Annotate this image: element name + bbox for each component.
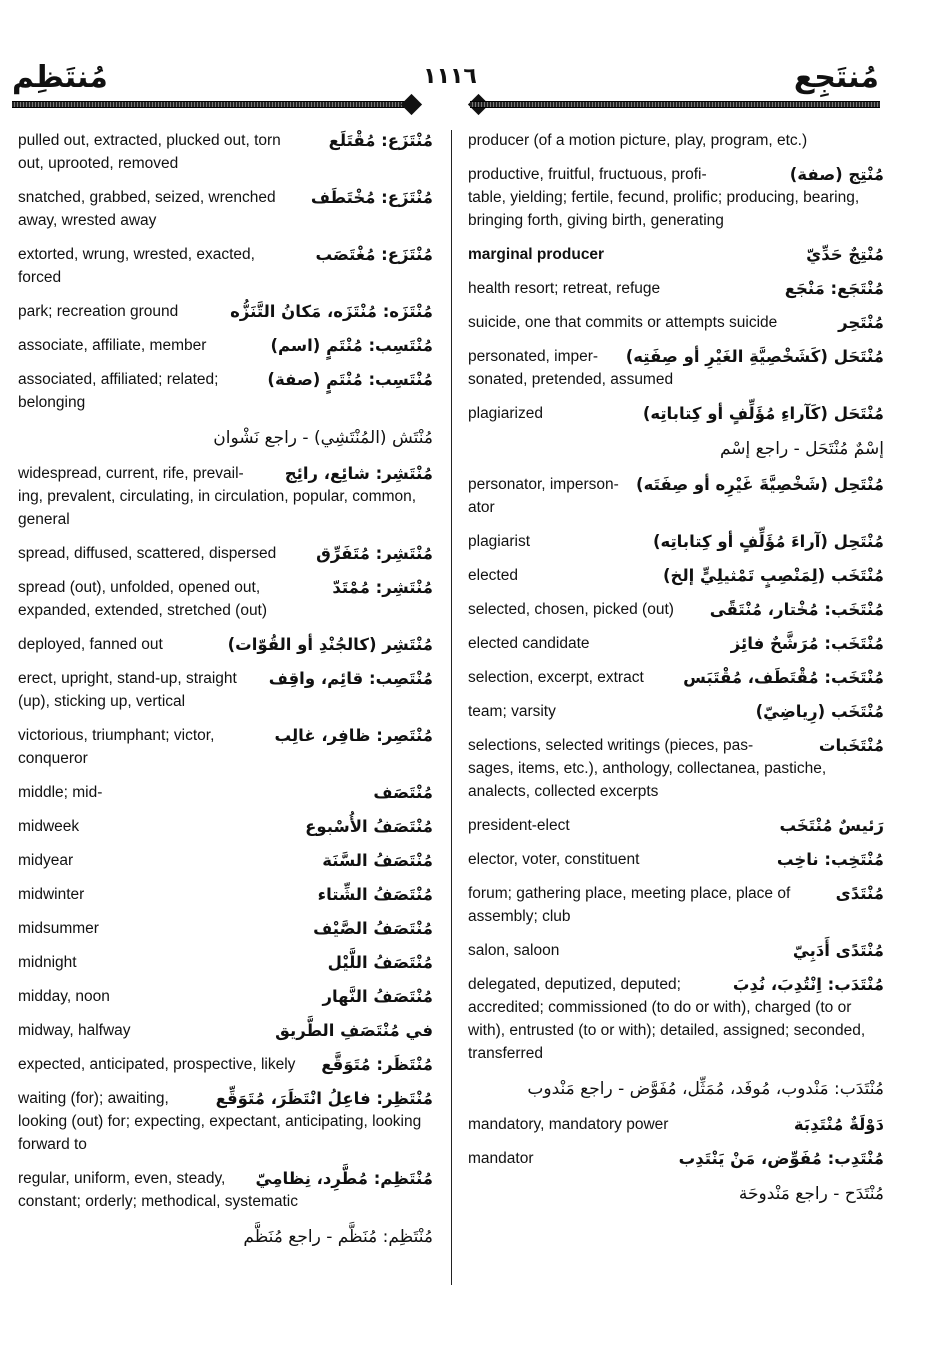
dictionary-entry — [18, 334, 433, 357]
english-definition: expected, anticipated, prospective, likely — [18, 1056, 296, 1073]
english-definition-continued: forced — [18, 269, 62, 286]
dictionary-entry — [468, 277, 884, 300]
arabic-headword: مُنْتَدًى أَدَبِيّ — [792, 941, 884, 960]
english-definition-continued: belonging — [18, 394, 86, 411]
dictionary-entry — [468, 530, 884, 553]
english-definition-continued: (up), sticking up, vertical — [18, 693, 186, 710]
english-definition-continued: accredited; commissioned (to do or with), charged (to or with), entrusted (to or with); detailed, assigned; seconded, transferred — [468, 999, 866, 1062]
english-definition-continued: ing, prevalent, circulating, in circulation, popular, common, general — [18, 488, 417, 528]
dictionary-entry — [468, 1076, 884, 1102]
arabic-headword: مُنْتَصَفُ السَّنَة — [322, 851, 433, 870]
english-definition: health resort; retreat, refuge — [468, 280, 661, 297]
dictionary-entry — [468, 243, 884, 266]
dictionary-entry — [18, 425, 433, 451]
arabic-headword: مُنْتَصَفُ الصَّيْف — [313, 919, 433, 938]
arabic-headword: مُنْتَدَب: مَنْدوب، مُوفَد، مُمَثِّل، مُفَوَّض - راجع مَنْدوب — [527, 1079, 884, 1099]
entry-first-line — [18, 1167, 433, 1190]
english-definition: spread, diffused, scattered, dispersed — [18, 545, 277, 562]
english-definition: president-elect — [468, 817, 570, 834]
english-definition-continued: looking (out) for; expecting, expectant, anticipating, looking forward to — [18, 1113, 422, 1153]
english-definition: plagiarist — [468, 533, 531, 550]
arabic-headword: مُنْتَصَفُ الشِّتاء — [317, 885, 433, 904]
dictionary-entry — [468, 814, 884, 837]
entry-first-line — [468, 973, 884, 996]
english-definition: forum; gathering place, meeting place, place of — [468, 885, 791, 902]
dictionary-entry — [18, 462, 433, 531]
english-definition-continued: away, wrested away — [18, 212, 157, 229]
entry-first-line — [18, 985, 433, 1008]
arabic-headword: مُنْتَجَع: مَنْجَع — [784, 279, 884, 298]
dictionary-entry — [468, 598, 884, 621]
english-definition-continued: ator — [468, 499, 495, 516]
dictionary-entry — [468, 129, 884, 152]
english-definition-continued: out, uprooted, removed — [18, 155, 179, 172]
entry-first-line — [468, 564, 884, 587]
english-definition: park; recreation ground — [18, 303, 179, 320]
dictionary-entry — [468, 402, 884, 425]
entry-first-line — [468, 277, 884, 300]
dictionary-entry — [18, 781, 433, 804]
entry-first-line — [18, 951, 433, 974]
arabic-headword: مُنْتِجٌ حَدِّيّ — [806, 245, 884, 264]
dictionary-entry — [18, 186, 433, 232]
entry-first-line — [468, 939, 884, 962]
english-definition: extorted, wrung, wrested, exacted, — [18, 246, 255, 263]
english-definition: waiting (for); awaiting, — [18, 1090, 169, 1107]
entry-first-line — [468, 700, 884, 723]
arabic-headword: في مُنْتَصَفِ الطَّريق — [275, 1021, 433, 1040]
english-definition: victorious, triumphant; victor, — [18, 727, 215, 744]
entry-first-line — [468, 473, 884, 496]
english-definition: midday, noon — [18, 988, 110, 1005]
entry-first-line — [18, 1053, 433, 1076]
column-divider — [451, 130, 452, 1285]
arabic-headword: مُنْتَسِب: مُنْتَمٍ (صفة) — [267, 370, 433, 389]
arabic-headword: مُنْتَصَفُ الأُسْبوع — [305, 817, 433, 836]
arabic-headword: مُنْتَسِب: مُنْتَمٍ (اسم) — [270, 336, 433, 355]
entry-first-line — [18, 633, 433, 656]
arabic-headword: مُنْتَخَبات — [818, 736, 884, 755]
dictionary-entry — [468, 882, 884, 928]
dictionary-entry — [468, 473, 884, 519]
arabic-headword: مُنْتَصِر: ظافِر، غالِب — [274, 726, 433, 745]
entry-first-line — [468, 632, 884, 655]
dictionary-entry — [468, 345, 884, 391]
entry-first-line — [468, 243, 884, 266]
dictionary-entry — [18, 243, 433, 289]
entry-first-line — [18, 883, 433, 906]
arabic-headword: مُنْتَخَب: مُقْتَطَف، مُقْتَبَس — [683, 668, 884, 687]
english-definition: elected candidate — [468, 635, 590, 652]
dictionary-entry — [18, 1224, 433, 1250]
arabic-headword: مُنْتَخَب: مُرَشَّحٌ فائِز — [730, 634, 884, 653]
dictionary-entry — [18, 815, 433, 838]
entry-first-line — [18, 724, 433, 747]
arabic-headword: مُنْتَخَب (رِياضِيّ) — [755, 702, 884, 721]
dictionary-entry — [18, 1167, 433, 1213]
entry-first-line — [18, 243, 433, 266]
english-definition: personator, imperson- — [468, 476, 619, 493]
dictionary-entry — [18, 849, 433, 872]
entry-first-line — [468, 848, 884, 871]
arabic-headword: مُنْتَصَفُ النَّهار — [322, 987, 433, 1006]
arabic-headword: مُنْتَصَفُ اللَّيْل — [327, 953, 433, 972]
dictionary-entry — [18, 985, 433, 1008]
english-definition: midweek — [18, 818, 80, 835]
arabic-headword: مُنْتَشِر: مُمْتَدّ — [332, 578, 433, 597]
entry-first-line — [468, 1113, 884, 1136]
english-definition-continued: sages, items, etc.), anthology, collectanea, pastiche, analects, collected excerpts — [468, 760, 827, 800]
english-definition: team; varsity — [468, 703, 556, 720]
arabic-headword: مُنْتَخَب: مُخْتار، مُنْتَقًى — [709, 600, 884, 619]
dictionary-entry — [18, 951, 433, 974]
english-definition: selected, chosen, picked (out) — [468, 601, 674, 618]
english-definition: middle; mid- — [18, 784, 103, 801]
arabic-headword: مُنْتَحِر — [838, 313, 884, 332]
entry-first-line — [468, 734, 884, 757]
dictionary-entry — [18, 724, 433, 770]
dictionary-entry — [468, 436, 884, 462]
header-diamond-left — [401, 94, 422, 115]
entry-first-line — [18, 1019, 433, 1042]
entry-first-line — [18, 300, 433, 323]
english-definition: selection, excerpt, extract — [468, 669, 644, 686]
english-definition: midnight — [18, 954, 77, 971]
dictionary-entry — [18, 300, 433, 323]
left-guide-word: مُنتَظِم — [12, 60, 108, 95]
arabic-headword: مُنْتَزَع: مُغْتَصَب — [315, 245, 433, 264]
entry-first-line — [18, 542, 433, 565]
dictionary-entry — [18, 129, 433, 175]
english-definition: mandator — [468, 1150, 534, 1167]
header-rule-left — [12, 101, 412, 108]
arabic-headword: دَوْلَةٌ مُنْتَدِبَة — [793, 1115, 884, 1134]
dictionary-entry — [468, 734, 884, 803]
dictionary-entry — [468, 1181, 884, 1207]
arabic-headword: مُنْتِج (صفة) — [789, 165, 884, 184]
entry-first-line — [18, 815, 433, 838]
arabic-headword: مُنْتَشِر: مُتَفَرِّق — [316, 544, 433, 563]
english-definition: midyear — [18, 852, 74, 869]
arabic-headword: مُنْتَحِل (آراءَ مُؤَلِّفٍ أو كِتاباتِه) — [652, 532, 884, 551]
english-definition: productive, fruitful, fructuous, profi- — [468, 166, 707, 183]
arabic-headword: مُنْتَشِر: شائِع، رائِج — [284, 464, 433, 483]
english-definition: selections, selected writings (pieces, pas- — [468, 737, 754, 754]
dictionary-entry — [468, 311, 884, 334]
english-definition: snatched, grabbed, seized, wrenched — [18, 189, 276, 206]
entry-first-line — [468, 882, 884, 905]
english-definition: marginal producer — [468, 246, 605, 263]
arabic-headword: مُنْتَخِب: ناخِب — [776, 850, 884, 869]
dictionary-entry — [468, 666, 884, 689]
dictionary-entry — [18, 917, 433, 940]
entry-first-line — [18, 334, 433, 357]
entry-first-line — [468, 666, 884, 689]
english-definition: associate, affiliate, member — [18, 337, 207, 354]
english-definition: producer (of a motion picture, play, program, etc.) — [468, 132, 808, 149]
arabic-headword: إسْمٌ مُنْتَحَل - راجع إسْم — [719, 439, 884, 459]
dictionary-entry — [18, 368, 433, 414]
dictionary-entry — [468, 700, 884, 723]
entry-first-line — [468, 163, 884, 186]
arabic-headword: مُنْتَحِل (شَخْصِيَّةَ غَيْرِه أو صِفَتَه) — [636, 475, 884, 494]
english-definition: salon, saloon — [468, 942, 560, 959]
entry-first-line — [18, 781, 433, 804]
entry-first-line — [468, 530, 884, 553]
arabic-headword: مُنْتَشِر (كالجُنْدِ أو القُوّات) — [227, 635, 433, 654]
arabic-headword: مُنْتَصِب: قائِم، واقِف — [268, 669, 433, 688]
arabic-headword: مُنْتَدَب: اِنْتُدِبَ، نُدِبَ — [732, 975, 884, 994]
arabic-headword: مُنْتَش (المُنْتَشِي) - راجع نَشْوان — [213, 428, 433, 448]
dictionary-entry — [18, 576, 433, 622]
dictionary-entry — [468, 564, 884, 587]
entry-first-line — [18, 667, 433, 690]
arabic-headword: رَئيسٌ مُنْتَخَب — [779, 816, 884, 835]
dictionary-entry — [468, 939, 884, 962]
dictionary-entry — [468, 1147, 884, 1170]
arabic-headword: مُنْتَدَح - راجع مَنْدوحَة — [738, 1184, 884, 1204]
arabic-headword: مُنْتَصَف — [373, 783, 433, 802]
english-definition: spread (out), unfolded, opened out, — [18, 579, 261, 596]
entry-first-line — [18, 917, 433, 940]
arabic-headword: مُنْتَظِم: مُنَظَّم - راجع مُنَظَّم — [243, 1227, 433, 1247]
entry-first-line — [18, 129, 433, 152]
english-definition: mandatory, mandatory power — [468, 1116, 669, 1133]
entry-first-line — [468, 129, 884, 152]
dictionary-entry — [468, 163, 884, 232]
dictionary-entry — [18, 1019, 433, 1042]
english-definition: regular, uniform, even, steady, — [18, 1170, 226, 1187]
english-definition: erect, upright, stand-up, straight — [18, 670, 237, 687]
arabic-headword: مُنْتَدِب: مُفَوِّض، مَنْ يَنْتَدِب — [678, 1149, 884, 1168]
arabic-headword: مُنْتَحَل (كَآراءِ مُؤَلِّفٍ أو كِتاباتِه) — [642, 404, 884, 423]
dictionary-entry — [468, 1113, 884, 1136]
english-definition: midwinter — [18, 886, 85, 903]
left-column — [18, 129, 433, 1261]
header-rule-right — [470, 101, 880, 108]
entry-first-line — [18, 186, 433, 209]
page-number: ١١١٦ — [423, 64, 477, 89]
english-definition-continued: sonated, pretended, assumed — [468, 371, 674, 388]
page-header — [0, 52, 925, 122]
dictionary-entry — [468, 848, 884, 871]
entry-first-line — [18, 849, 433, 872]
entry-first-line — [18, 576, 433, 599]
english-definition: suicide, one that commits or attempts suicide — [468, 314, 778, 331]
entry-first-line — [468, 345, 884, 368]
arabic-headword: مُنْتَظِم: مُطَّرِد، نِظامِيّ — [255, 1169, 433, 1188]
english-definition: midsummer — [18, 920, 99, 937]
right-guide-word: مُنتَجِع — [793, 60, 879, 95]
arabic-headword: مُنْتَدًى — [835, 884, 884, 903]
arabic-headword: مُنْتَزَه: مُنْتَزَه، مَكانُ التَّنَزُّه — [230, 302, 433, 321]
arabic-headword: مُنْتَخَب (لِمَنْصِبٍ تَمْثيلِيٍّ إلخ) — [663, 566, 884, 585]
dictionary-entry — [18, 667, 433, 713]
dictionary-entry — [18, 1087, 433, 1156]
english-definition: pulled out, extracted, plucked out, torn — [18, 132, 281, 149]
english-definition: plagiarized — [468, 405, 543, 422]
english-definition-continued: expanded, extended, stretched (out) — [18, 602, 268, 619]
arabic-headword: مُنْتَزَع: مُخْتَطَف — [310, 188, 433, 207]
right-column — [468, 129, 884, 1218]
dictionary-entry — [468, 632, 884, 655]
english-definition-continued: constant; orderly; methodical, systematic — [18, 1193, 298, 1210]
arabic-headword: مُنْتَظِر: فاعِلُ انْتَظَرَ، مُتَوَقِّع — [215, 1089, 433, 1108]
english-definition: associated, affiliated; related; — [18, 371, 219, 388]
entry-first-line — [18, 1087, 433, 1110]
english-definition: elector, voter, constituent — [468, 851, 640, 868]
dictionary-entry — [468, 973, 884, 1065]
dictionary-entry — [18, 633, 433, 656]
english-definition: deployed, fanned out — [18, 636, 163, 653]
arabic-headword: مُنْتَزَع: مُقْتَلَع — [328, 131, 433, 150]
entry-first-line — [18, 368, 433, 391]
english-definition: midway, halfway — [18, 1022, 131, 1039]
english-definition-continued: assembly; club — [468, 908, 571, 925]
dictionary-entry — [18, 883, 433, 906]
english-definition: personated, imper- — [468, 348, 599, 365]
english-definition-continued: table, yielding; fertile, fecund, prolific; producing, bearing, bringing forth, giving birth, generating — [468, 189, 860, 229]
entry-first-line — [468, 402, 884, 425]
arabic-headword: مُنْتَظَر: مُتَوَقَّع — [321, 1055, 433, 1074]
dictionary-entry — [18, 1053, 433, 1076]
english-definition: delegated, deputized, deputed; — [468, 976, 681, 993]
entry-first-line — [468, 1147, 884, 1170]
entry-first-line — [468, 598, 884, 621]
entry-first-line — [468, 311, 884, 334]
english-definition: elected — [468, 567, 518, 584]
english-definition: widespread, current, rife, prevail- — [18, 465, 244, 482]
arabic-headword: مُنْتَحَل (كَشَخْصِيَّةِ الغَيْرِ أو صِفَتِه) — [625, 347, 884, 366]
english-definition-continued: conqueror — [18, 750, 88, 767]
entry-first-line — [18, 462, 433, 485]
dictionary-entry — [18, 542, 433, 565]
entry-first-line — [468, 814, 884, 837]
